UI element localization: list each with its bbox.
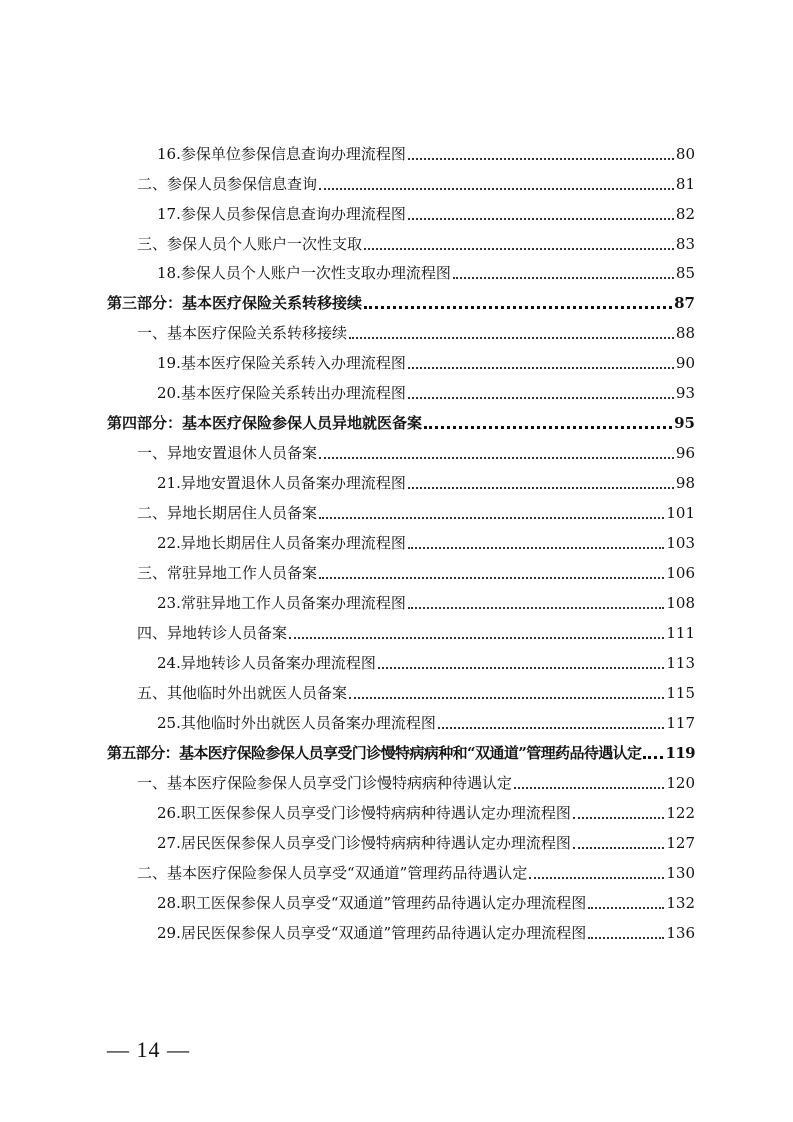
toc-leader — [319, 457, 674, 459]
toc-entry-title: 三、参保人员个人账户一次性支取 — [137, 235, 363, 253]
toc-entry-page: 90 — [675, 354, 695, 372]
toc-entry-page: 103 — [666, 534, 695, 552]
toc-entry-title: 20.基本医疗保险关系转出办理流程图 — [157, 384, 406, 402]
toc-entry — [157, 140, 695, 164]
toc-entry-page: 119 — [665, 744, 695, 762]
toc-entry-title: 一、异地安置退休人员备案 — [137, 444, 318, 462]
toc-entry — [107, 289, 695, 313]
toc-entry — [137, 769, 695, 793]
toc-entry-title: 28.职工医保参保人员享受“双通道”管理药品待遇认定办理流程图 — [157, 894, 587, 912]
toc-entry-title: 18.参保人员个人账户一次性支取办理流程图 — [157, 264, 451, 282]
toc-entry — [137, 679, 695, 703]
toc-entry-page: 132 — [666, 894, 695, 912]
toc-entry-page: 98 — [675, 474, 695, 492]
toc-leader — [319, 188, 674, 190]
toc-entry-title: 三、常驻异地工作人员备案 — [137, 564, 318, 582]
toc-leader — [364, 248, 674, 250]
toc-entry — [157, 649, 695, 673]
toc-entry-title: 第五部分：基本医疗保险参保人员享受门诊慢特病病种和“双通道”管理药品待遇认定 — [107, 744, 642, 762]
toc-entry-page: 108 — [666, 594, 695, 612]
toc-leader — [408, 487, 674, 489]
toc-entry — [137, 439, 695, 463]
toc-entry-page: 113 — [666, 654, 695, 672]
toc-entry — [157, 589, 695, 613]
toc-entry-title: 24.异地转诊人员备案办理流程图 — [157, 654, 376, 672]
toc-entry — [157, 919, 695, 943]
toc-entry-page: 96 — [675, 444, 695, 462]
toc-entry-title: 二、基本医疗保险参保人员享受“双通道”管理药品待遇认定 — [137, 864, 528, 882]
toc-entry-title: 23.常驻异地工作人员备案办理流程图 — [157, 594, 406, 612]
toc-leader — [364, 306, 672, 309]
toc-entry — [157, 889, 695, 913]
toc-leader — [573, 847, 665, 849]
toc-entry-page: 101 — [666, 504, 695, 522]
toc-leader — [349, 697, 664, 699]
toc-entry-title: 21.异地安置退休人员备案办理流程图 — [157, 474, 406, 492]
toc-entry-title: 16.参保单位参保信息查询办理流程图 — [157, 145, 406, 163]
toc-entry — [137, 619, 695, 643]
toc-entry — [137, 319, 695, 343]
toc-entry-title: 29.居民医保参保人员享受“双通道”管理药品待遇认定办理流程图 — [157, 924, 587, 942]
toc-entry-page: 130 — [666, 864, 695, 882]
toc-entry-page: 115 — [666, 684, 695, 702]
toc-entry — [157, 379, 695, 403]
toc-entry — [137, 170, 695, 194]
toc-entry — [137, 499, 695, 523]
toc-entry — [157, 709, 695, 733]
toc-entry-page: 85 — [675, 264, 695, 282]
toc-entry — [107, 739, 695, 763]
toc-entry-title: 17.参保人员参保信息查询办理流程图 — [157, 205, 406, 223]
toc-entry-title: 一、基本医疗保险参保人员享受门诊慢特病病种待遇认定 — [137, 774, 513, 792]
toc-leader — [289, 637, 664, 639]
toc-entry-title: 一、基本医疗保险关系转移接续 — [137, 324, 348, 342]
toc-entry — [157, 469, 695, 493]
page-number: — 14 — — [107, 1037, 190, 1062]
toc-entry — [157, 529, 695, 553]
toc-entry-title: 25.其他临时外出就医人员备案办理流程图 — [157, 714, 436, 732]
toc-leader — [588, 907, 664, 909]
toc-entry-page: 120 — [666, 774, 695, 792]
toc-entry — [137, 859, 695, 883]
toc-leader — [408, 367, 674, 369]
toc-entry — [107, 409, 695, 433]
toc-leader — [514, 787, 664, 789]
toc-leader — [349, 337, 674, 339]
toc-entry — [157, 349, 695, 373]
toc-entry-title: 22.异地长期居住人员备案办理流程图 — [157, 534, 406, 552]
toc-leader — [408, 607, 665, 609]
toc-entry — [157, 799, 695, 823]
toc-entry-title: 26.职工医保参保人员享受门诊慢特病病种待遇认定办理流程图 — [157, 804, 571, 822]
toc-entry-title: 第三部分：基本医疗保险关系转移接续 — [107, 294, 363, 312]
toc-entry-title: 五、其他临时外出就医人员备案 — [137, 684, 348, 702]
toc-leader — [408, 158, 674, 160]
toc-entry-page: 82 — [675, 205, 695, 223]
toc-entry — [157, 829, 695, 853]
toc-entry-page: 122 — [666, 804, 695, 822]
toc-leader — [408, 218, 674, 220]
toc-entry-page: 106 — [666, 564, 695, 582]
toc-entry-page: 93 — [675, 384, 695, 402]
toc-entry — [137, 230, 695, 254]
toc-entry-page: 87 — [674, 294, 695, 312]
toc-entry — [157, 200, 695, 224]
toc-entry-page: 136 — [666, 924, 695, 942]
toc-entry-page: 127 — [666, 834, 695, 852]
toc-entry — [137, 559, 695, 583]
toc-leader — [319, 577, 664, 579]
toc-entry-title: 二、参保人员参保信息查询 — [137, 175, 318, 193]
toc-leader — [408, 397, 674, 399]
toc-leader — [643, 756, 663, 759]
toc-entry — [157, 259, 695, 283]
toc-entry-title: 四、异地转诊人员备案 — [137, 624, 288, 642]
toc-entry-title: 27.居民医保参保人员享受门诊慢特病病种待遇认定办理流程图 — [157, 834, 571, 852]
toc-entry-page: 95 — [674, 414, 695, 432]
toc-entry-page: 117 — [666, 714, 695, 732]
toc-leader — [453, 277, 674, 279]
toc-entry-page: 111 — [666, 624, 695, 642]
toc-entry-page: 83 — [675, 235, 695, 253]
toc-entry-page: 80 — [675, 145, 695, 163]
toc-leader — [378, 667, 665, 669]
toc-entry-page: 81 — [675, 175, 695, 193]
toc-entry-title: 第四部分：基本医疗保险参保人员异地就医备案 — [107, 414, 423, 432]
toc-leader — [319, 517, 664, 519]
toc-leader — [573, 817, 665, 819]
toc-leader — [588, 937, 664, 939]
toc-entry-title: 二、异地长期居住人员备案 — [137, 504, 318, 522]
toc-leader — [529, 877, 664, 879]
toc-leader — [408, 547, 665, 549]
toc-entry-title: 19.基本医疗保险关系转入办理流程图 — [157, 354, 406, 372]
toc-leader — [438, 727, 665, 729]
toc-entry-page: 88 — [675, 324, 695, 342]
toc-leader — [424, 426, 672, 429]
